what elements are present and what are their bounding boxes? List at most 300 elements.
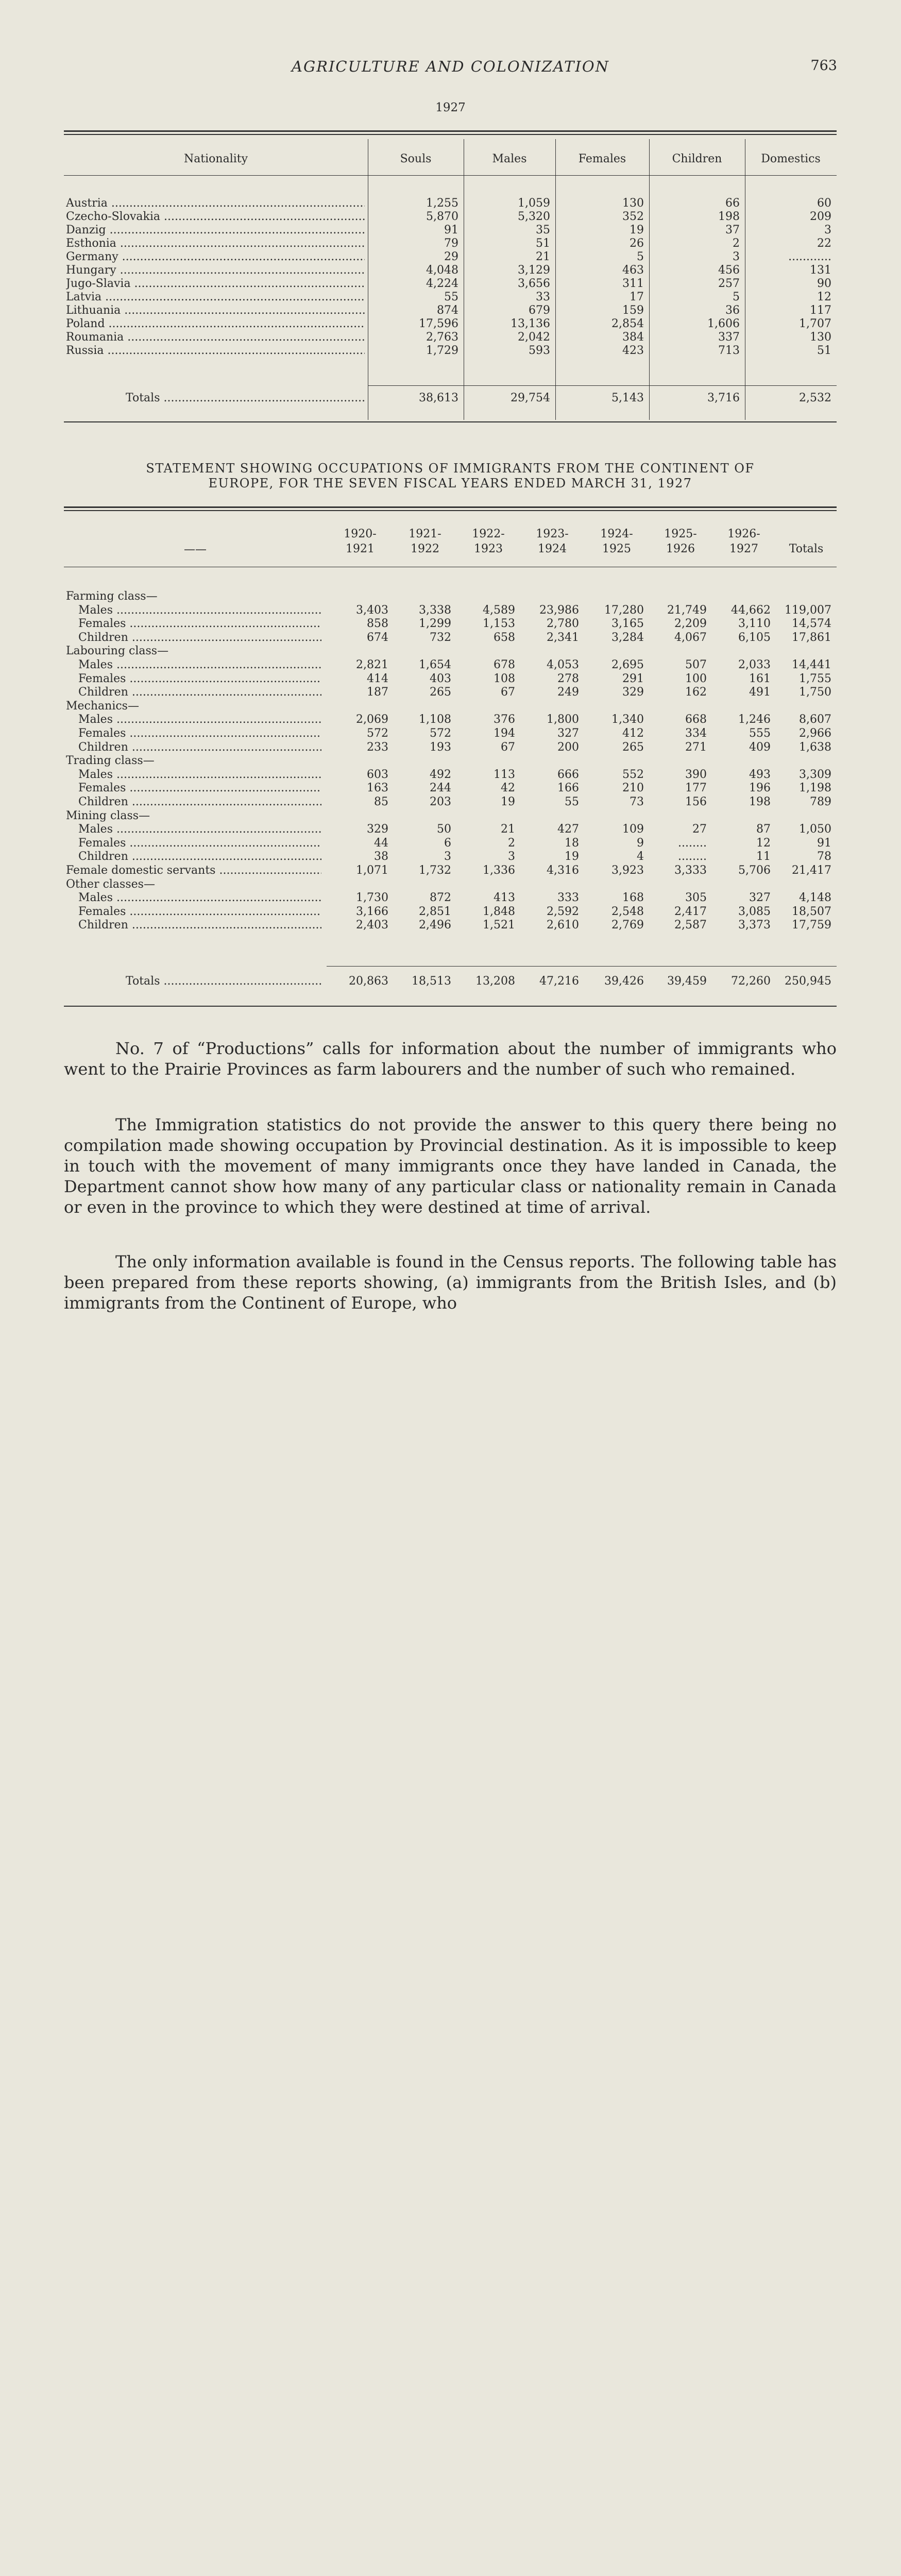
cell-value: 1,638 [799,741,831,754]
cell-value: 27 [692,823,707,836]
nationality-name: Danzig [66,224,106,236]
cell-value: 200 [557,741,579,754]
cell-value: 329 [622,686,644,699]
totals-label [126,392,365,404]
cell-value: 3,403 [356,604,388,617]
cell-value: 3,373 [738,919,771,931]
cell-value: 3,110 [738,617,771,630]
cell-value: 3,338 [419,604,451,617]
column-header [456,527,520,556]
leader-dots [106,224,365,236]
cell-value: 12 [817,291,831,303]
cell-value: 13,136 [511,317,550,330]
row-label [66,331,365,344]
leader-dots [215,864,321,877]
cell-value: 60 [817,197,831,210]
leader-dots [116,264,365,277]
cell-value: 26 [630,237,644,250]
cell-value: 51 [817,344,831,357]
group-label [66,809,321,822]
cell-value: 23,986 [539,604,579,617]
occupation-name: Females [78,837,126,850]
cell-value: 603 [367,768,388,781]
paragraph-3: The only information available is found in the Census reports. The following table has been prepared from these reports showing, (a) immigrants from the British Isles, and (b) immigrants from the Continent of Europe, who [64,1252,837,1313]
leader-dots [101,291,365,303]
column-header: Domestics [761,152,821,165]
cell-value: 2,209 [674,617,707,630]
cell-value: 79 [444,237,458,250]
cell-value: 3,129 [518,264,550,277]
cell-value: 257 [718,277,740,290]
leader-dots [116,237,365,250]
cell-value: 666 [557,768,579,781]
row-label [78,658,321,671]
total-value: 38,613 [419,392,458,404]
header-line: 1923- [536,528,569,540]
cell-value: 1,299 [419,617,451,630]
leader-dots [124,331,365,344]
cell-value: 1,707 [799,317,831,330]
column-header: Children [672,152,722,165]
total-value: 18,513 [412,975,451,988]
cell-value: 679 [529,304,550,317]
cell-value: 658 [494,631,515,644]
cell-value: 423 [622,344,644,357]
cell-value: 42 [501,782,515,794]
cell-value: 2,854 [611,317,644,330]
cell-value: 55 [565,795,579,808]
cell-value: 674 [367,631,388,644]
occupation-name: Males [78,604,113,617]
rule [327,966,837,967]
column-header [327,527,394,556]
leader-dots [126,617,321,630]
cell-value: 37 [725,224,740,236]
row-label [78,823,321,836]
cell-value: 21 [501,823,515,836]
cell-value: 1,340 [611,713,644,726]
group-label [66,590,321,603]
row-label [78,919,321,931]
occupation-name: Children [78,850,128,863]
row-label [66,210,365,223]
cell-value: 1,108 [419,713,451,726]
cell-value: 3,284 [611,631,644,644]
leader-dots [126,837,321,850]
occupation-name: Children [78,686,128,699]
cell-value: 67 [501,686,515,699]
column-rule [64,1499,837,1994]
header-line: Totals [789,543,824,555]
total-value: 5,143 [611,392,644,404]
leader-dots [160,210,365,223]
cell-value: 66 [725,197,740,210]
cell-value: 55 [444,291,458,303]
occupation-name: Labouring class— [66,645,169,657]
cell-value: 2,821 [356,658,388,671]
cell-value: 6 [444,837,451,850]
cell-value: 1,606 [707,317,740,330]
cell-value: 85 [374,795,388,808]
cell-value: 1,059 [518,197,550,210]
cell-value: 156 [685,795,707,808]
cell-value: 2,966 [799,727,831,740]
total-value: 13,208 [475,975,515,988]
cell-value: ........ [678,850,707,863]
nationality-name: Roumania [66,331,124,344]
nationality-name: Poland [66,317,105,330]
title-line-1: STATEMENT SHOWING OCCUPATIONS OF IMMIGRANTS FROM THE CONTINENT OF [146,461,755,476]
cell-value: 163 [367,782,388,794]
leader-dots [113,768,321,781]
cell-value: 3 [508,850,515,863]
column-header [776,527,837,556]
cell-value: 3,309 [799,768,831,781]
column-header [520,527,584,556]
cell-value: 117 [810,304,831,317]
cell-value: 166 [557,782,579,794]
cell-value: 278 [557,672,579,685]
rule [368,385,837,386]
leader-dots [128,795,321,808]
cell-value: 327 [749,891,771,904]
nationality-name: Germany [66,250,118,263]
header-line: 1922- [472,528,505,540]
column-header: Males [492,152,527,165]
cell-value: 12 [756,837,771,850]
nationality-name: Hungary [66,264,116,277]
cell-value: 67 [501,741,515,754]
cell-value: 3,166 [356,905,388,918]
leader-dots [113,604,321,617]
cell-value: 1,050 [799,823,831,836]
cell-value: 713 [718,344,740,357]
cell-value: 198 [749,795,771,808]
row-label [78,631,321,644]
cell-value: 44,662 [731,604,771,617]
cell-value: 492 [430,768,451,781]
nationality-name: Czecho-Slovakia [66,210,160,223]
group-label [66,700,321,713]
cell-value: 1,336 [483,864,515,877]
cell-value: 17,280 [604,604,644,617]
cell-value: 249 [557,686,579,699]
header-line: 1925 [602,543,631,555]
occupation-name: Males [78,768,113,781]
cell-value: 1,750 [799,686,831,699]
column-rule [64,2488,837,2576]
cell-value: 403 [430,672,451,685]
rule [64,506,837,508]
cell-value: 5,320 [518,210,550,223]
cell-value: 4,148 [799,891,831,904]
rule [64,134,837,135]
paragraph-1: No. 7 of “Productions” calls for information about the number of immigrants who went to the Prairie Provinces as farm labourers and the number of such who remained. [64,1039,837,1079]
cell-value: 6,105 [738,631,771,644]
cell-value: 233 [367,741,388,754]
cell-value: 19 [501,795,515,808]
cell-value: 1,246 [738,713,771,726]
cell-value: 3,165 [611,617,644,630]
cell-value: 555 [749,727,771,740]
cell-value: 1,521 [483,919,515,931]
cell-value: 329 [367,823,388,836]
cell-value: 193 [430,741,451,754]
cell-value: 4 [637,850,644,863]
cell-value: 3,333 [674,864,707,877]
cell-value: 17,596 [419,317,458,330]
cell-value: 3 [733,250,740,263]
cell-value: 90 [817,277,831,290]
row-label [78,850,321,863]
cell-value: 91 [817,837,831,850]
cell-value: 491 [749,686,771,699]
cell-value: 305 [685,891,707,904]
total-value: 250,945 [785,975,831,988]
cell-value: 678 [494,658,515,671]
cell-value: 108 [494,672,515,685]
cell-value: 11 [756,850,771,863]
title-line-2: EUROPE, FOR THE SEVEN FISCAL YEARS ENDED MARCH 31, 1927 [208,476,692,490]
row-label [78,727,321,740]
cell-value: 2,592 [547,905,579,918]
cell-value: 36 [725,304,740,317]
cell-value: 4,316 [547,864,579,877]
cell-value: 3 [824,224,831,236]
cell-value: 168 [622,891,644,904]
cell-value: 334 [685,727,707,740]
cell-value: 130 [622,197,644,210]
cell-value: 2,496 [419,919,451,931]
cell-value: 463 [622,264,644,277]
cell-value: 177 [685,782,707,794]
cell-value: 44 [374,837,388,850]
cell-value: 2 [508,837,515,850]
cell-value: 427 [557,823,579,836]
total-value: 20,863 [349,975,388,988]
occupation-name: Mechanics— [66,700,139,713]
header-line: 1922 [411,543,439,555]
occupation-name: Females [78,727,126,740]
cell-value: 1,153 [483,617,515,630]
row-label [78,782,321,794]
cell-value: 4,224 [426,277,458,290]
leader-dots [113,891,321,904]
row-label [78,713,321,726]
row-label [66,344,365,357]
cell-value: 412 [622,727,644,740]
cell-value: 2,033 [738,658,771,671]
cell-value: 593 [529,344,550,357]
cell-value: 187 [367,686,388,699]
cell-value: 3,656 [518,277,550,290]
column-header [394,527,456,556]
occupation-name: Females [78,617,126,630]
column-header: Souls [400,152,432,165]
row-label [78,741,321,754]
cell-value: 1,800 [547,713,579,726]
cell-value: 210 [622,782,644,794]
column-header: Nationality [183,152,248,165]
cell-value: 2,042 [518,331,550,344]
occupation-table [64,510,837,2576]
cell-value: 119,007 [785,604,831,617]
cell-value: 17,759 [792,919,831,931]
leader-dots [128,686,321,699]
cell-value: 19 [630,224,644,236]
totals-text: Totals [126,392,160,404]
leader-dots [126,672,321,685]
leader-dots [128,850,321,863]
leader-dots [108,197,365,210]
cell-value: 4,053 [547,658,579,671]
rule [64,175,837,176]
cell-value: 161 [749,672,771,685]
row-label [66,237,365,250]
occupation-name: Females [78,782,126,794]
cell-value: 113 [494,768,515,781]
cell-value: 2,069 [356,713,388,726]
leader-dots [126,727,321,740]
occupation-name: Mining class— [66,809,150,822]
cell-value: 2,851 [419,905,451,918]
cell-value: 33 [536,291,550,303]
cell-value: 162 [685,686,707,699]
leader-dots [126,905,321,918]
total-value: 39,459 [667,975,707,988]
row-label [78,672,321,685]
header-line: 1920- [344,528,377,540]
cell-value: 198 [718,210,740,223]
row-label [66,291,365,303]
cell-value: 100 [685,672,707,685]
rule [64,421,837,422]
totals-label [126,975,321,988]
cell-value: 1,848 [483,905,515,918]
cell-value: 18,507 [792,905,831,918]
row-label [66,197,365,210]
cell-value: 265 [430,686,451,699]
cell-value: 5 [637,250,644,263]
row-label [78,617,321,630]
cell-value: 131 [810,264,831,277]
cell-value: 78 [817,850,831,863]
cell-value: 17,861 [792,631,831,644]
column-rule [64,1994,837,2488]
cell-value: 390 [685,768,707,781]
row-label [78,905,321,918]
cell-value: 194 [494,727,515,740]
cell-value: 5,870 [426,210,458,223]
cell-value: 2,403 [356,919,388,931]
cell-value: 21,417 [792,864,831,877]
cell-value: 874 [437,304,458,317]
nationality-name: Jugo-Slavia [66,277,131,290]
cell-value: 291 [622,672,644,685]
row-label [66,250,365,263]
cell-value: 271 [685,741,707,754]
cell-value: ........ [678,837,707,850]
header-line: 1924 [538,543,567,555]
row-label [78,891,321,904]
header-line: 1924- [600,528,633,540]
cell-value: 384 [622,331,644,344]
leader-dots [128,919,321,931]
rule [64,1006,837,1007]
cell-value: 1,732 [419,864,451,877]
occupation-name: Children [78,631,128,644]
totals-text: Totals [126,975,160,988]
leader-dots [160,392,365,404]
cell-value: 2,587 [674,919,707,931]
cell-value: 265 [622,741,644,754]
group-label [66,878,321,891]
cell-value: 2,341 [547,631,579,644]
group-label [66,754,321,767]
cell-value: 2,769 [611,919,644,931]
total-value: 2,532 [799,392,831,404]
row-label [78,686,321,699]
cell-value: 2,780 [547,617,579,630]
cell-value: 414 [367,672,388,685]
cell-value: 376 [494,713,515,726]
cell-value: 2,417 [674,905,707,918]
occupation-name: Males [78,713,113,726]
row-label [78,604,321,617]
cell-value: 337 [718,331,740,344]
leader-dots [126,782,321,794]
total-value: 29,754 [511,392,550,404]
rule [64,130,837,132]
cell-value: 858 [367,617,388,630]
cell-value: 5,706 [738,864,771,877]
row-label [78,795,321,808]
cell-value: 1,755 [799,672,831,685]
row-label [66,264,365,277]
leader-dots [113,823,321,836]
cell-value: 327 [557,727,579,740]
column-header [712,527,776,556]
leader-dots [105,317,365,330]
leader-dots [121,304,365,317]
cell-value: 35 [536,224,550,236]
cell-value: 3 [444,850,451,863]
running-title: AGRICULTURE AND COLONIZATION [292,58,609,75]
cell-value: 29 [444,250,458,263]
nationality-name: Esthonia [66,237,116,250]
cell-value: 21,749 [667,604,707,617]
occupation-name: Females [78,672,126,685]
cell-value: 572 [430,727,451,740]
nationality-name: Lithuania [66,304,121,317]
table1-year: 1927 [435,101,466,114]
running-head [0,58,901,78]
row-label [66,864,321,877]
cell-value: ............ [788,250,831,263]
occupation-name: Farming class— [66,590,158,603]
cell-value: 311 [622,277,644,290]
cell-value: 409 [749,741,771,754]
cell-value: 789 [810,795,831,808]
cell-value: 493 [749,768,771,781]
cell-value: 130 [810,331,831,344]
cell-value: 2,610 [547,919,579,931]
cell-value: 18 [565,837,579,850]
cell-value: 91 [444,224,458,236]
cell-value: 3,923 [611,864,644,877]
cell-value: 4,589 [483,604,515,617]
leader-dots [113,713,321,726]
